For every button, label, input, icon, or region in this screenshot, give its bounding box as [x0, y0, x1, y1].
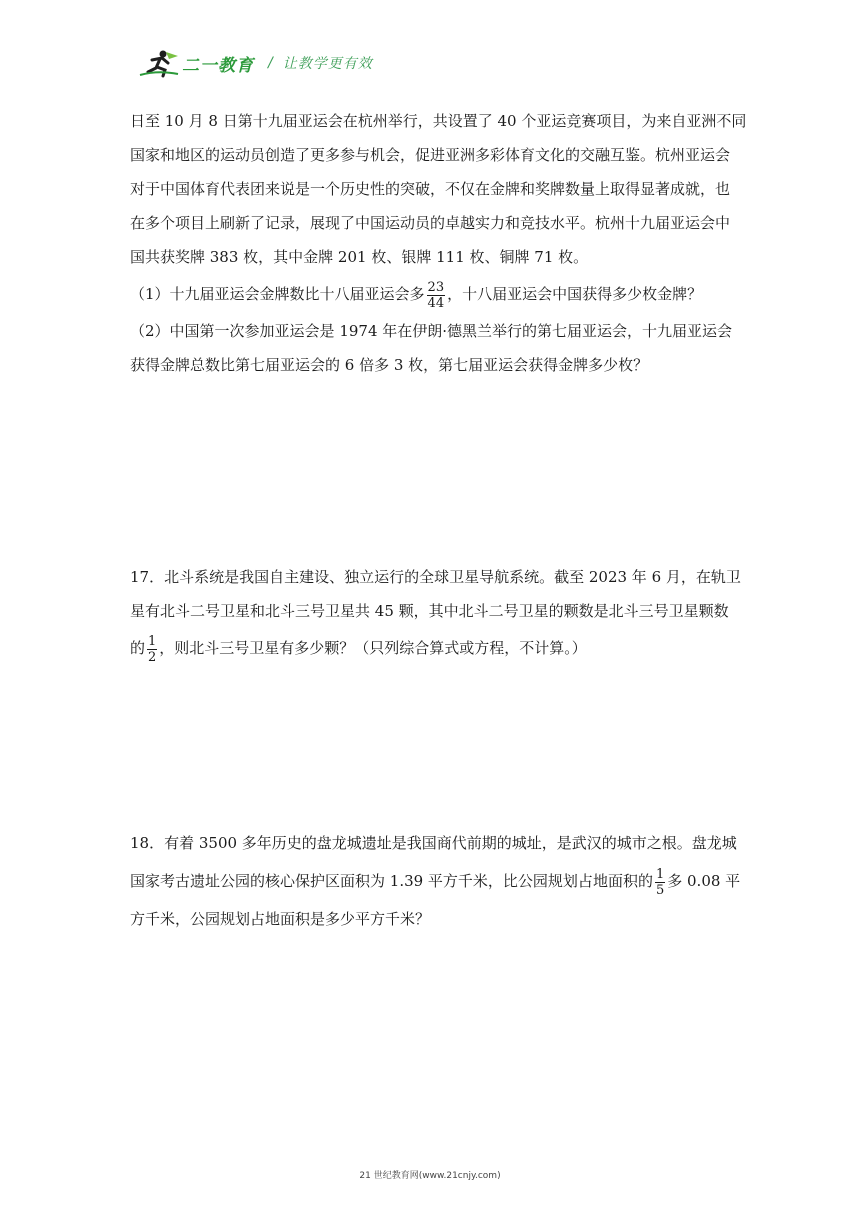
fraction — [427, 280, 446, 311]
page-footer: 21 世纪教育网(www.21cnjy.com) — [359, 1171, 501, 1181]
q17-text: ，则北斗三号卫星有多少颗？（只列综合算式或方程，不计算。） — [159, 639, 587, 657]
fraction-numerator: 23 — [427, 279, 445, 295]
q18-line: 方千米，公园规划占地面积是多少平方千米？ — [130, 910, 431, 928]
q17-text: 的 — [130, 639, 146, 657]
q16-intro-line: 在多个项目上刷新了记录，展现了中国运动员的卓越实力和竞技水平。杭州十九届亚运会中 — [130, 214, 731, 232]
fraction-numerator: 1 — [148, 633, 157, 649]
fraction-numerator: 1 — [655, 866, 665, 882]
q17-line: 星有北斗二号卫星和北斗三号卫星共 45 颗，其中北斗二号卫星的颗数是北斗三号卫星颗数 — [130, 602, 729, 620]
header-slogan: 让教学更有效 — [282, 56, 373, 72]
q17-line — [130, 628, 730, 668]
q18-text: 国家考古遗址公园的核心保护区面积为 1.39 平方千米，比公园规划占地面积的 — [130, 872, 653, 890]
fraction — [655, 867, 665, 898]
q16-intro-line: 日至 10 月 8 日第十九届亚运会在杭州举行，共设置了 40 个亚运竞赛项目，为来自亚洲不同 — [130, 112, 747, 130]
q16-part2-line: （2）中国第一次参加亚运会是 1974 年在伊朗·德黑兰举行的第七届亚运会，十九届亚运会 — [130, 322, 733, 340]
header-separator: / — [268, 55, 273, 71]
page-header — [138, 46, 373, 80]
runner-logo-icon — [138, 48, 180, 78]
q16-part1-text: ，十八届亚运会中国获得多少枚金牌？ — [447, 285, 703, 303]
q16-part1-text: （1）十九届亚运会金牌数比十八届亚运会多 — [130, 285, 425, 303]
q16-part2-line: 获得金牌总数比第七届亚运会的 6 倍多 3 枚，第七届亚运会获得金牌多少枚？ — [130, 356, 649, 374]
fraction — [147, 634, 157, 665]
fraction-denominator: 44 — [427, 295, 445, 311]
question-18 — [130, 826, 741, 936]
q18-line: 18．有着 3500 多年历史的盘龙城遗址是我国商代前期的城址，是武汉的城市之根。盘龙城 — [130, 834, 737, 852]
q16-part1 — [130, 274, 730, 314]
q18-line — [130, 860, 741, 902]
logo-text: 二一教育 — [182, 55, 254, 76]
q16-intro-line: 国共获奖牌 383 枚，其中金牌 201 枚、银牌 111 枚、铜牌 71 枚。 — [130, 248, 589, 266]
fraction-denominator: 5 — [655, 882, 665, 898]
question-17 — [130, 560, 741, 668]
q16-intro-line: 国家和地区的运动员创造了更多参与机会，促进亚洲多彩体育文化的交融互鉴。杭州亚运会 — [130, 146, 731, 164]
q18-text: 多 0.08 平 — [667, 872, 741, 890]
fraction-denominator: 2 — [148, 649, 157, 665]
q16-intro-line: 对于中国体育代表团来说是一个历史性的突破，不仅在金牌和奖牌数量上取得显著成就，也 — [130, 180, 731, 198]
brand-logo — [138, 48, 254, 78]
q17-line: 17．北斗系统是我国自主建设、独立运行的全球卫星导航系统。截至 2023 年 6 月，在轨卫 — [130, 568, 741, 586]
question-16 — [130, 104, 747, 382]
